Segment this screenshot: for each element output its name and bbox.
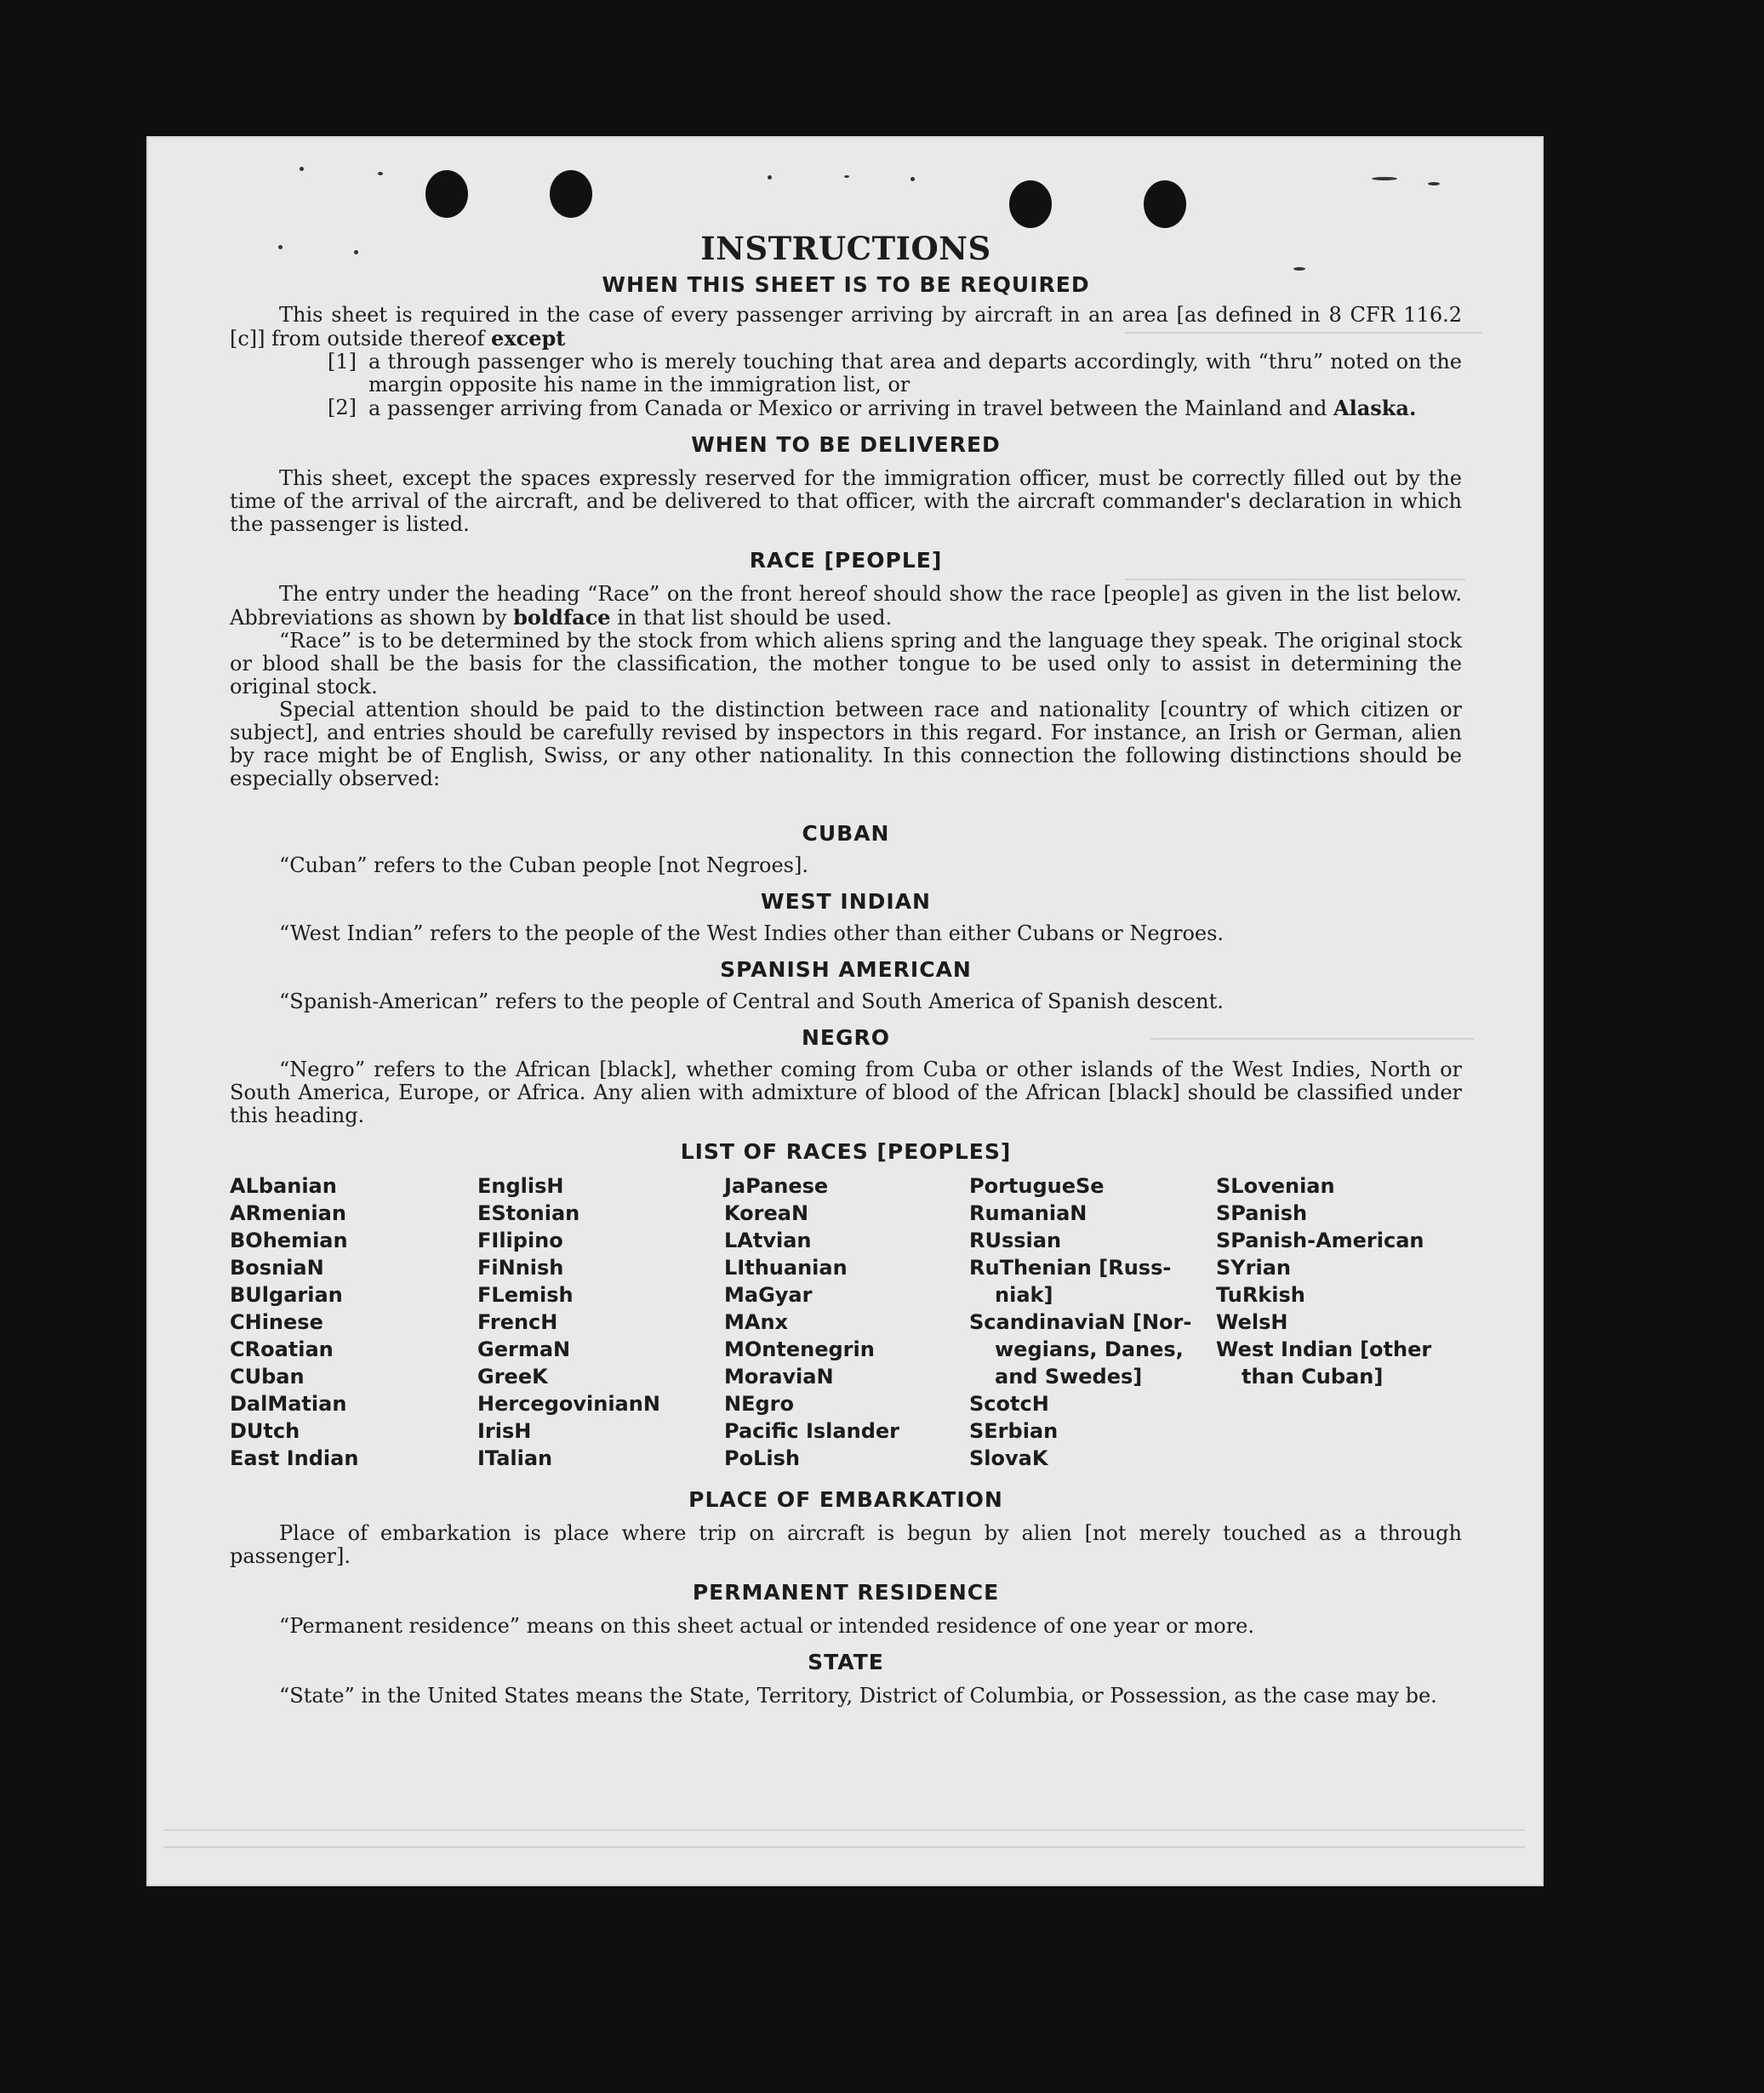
race-entry: LAtvian: [724, 1229, 812, 1252]
heading-spanish-american: SPANISH AMERICAN: [720, 957, 972, 982]
state-text: “State” in the United States means the State, Territory, District of Columbia, or Possession, as the case may be.: [279, 1684, 1437, 1708]
heading-state: STATE: [808, 1650, 884, 1674]
race-entry: EStonian: [477, 1201, 580, 1225]
spanish-american-text: “Spanish-American” refers to the people of Central and South America of Spanish descent.: [279, 989, 1224, 1013]
speck: [844, 175, 849, 178]
race-entry-continued: and Swedes]: [995, 1365, 1143, 1389]
exception-text: a passenger arriving from Canada or Mexico or arriving in travel between the Mainland and: [368, 396, 1327, 420]
required-intro: [230, 304, 1462, 351]
race-entry: LIthuanian: [724, 1256, 848, 1280]
race-entry: BOhemian: [230, 1229, 348, 1252]
race-entry: DUtch: [230, 1419, 300, 1443]
bleed-through-line: [163, 1829, 1525, 1831]
race-entry: NEgro: [724, 1392, 794, 1416]
embarkation-text: Place of embarkation is place where trip on aircraft is begun by alien [not merely touched as a through passenger].: [230, 1521, 1462, 1568]
race-entry: SPanish: [1216, 1201, 1308, 1225]
race-entry: BUlgarian: [230, 1283, 343, 1307]
page-title: INSTRUCTIONS: [700, 230, 991, 267]
race-paragraph-1: [230, 583, 1462, 630]
heading-place-of-embarkation: PLACE OF EMBARKATION: [688, 1487, 1003, 1512]
speck: [1372, 177, 1397, 180]
required-intro-text: This sheet is required in the case of every passenger arriving by aircraft in an area [as defined in 8 CFR 116.2 [c]] from outside thereof: [230, 303, 1462, 351]
cuban-text: “Cuban” refers to the Cuban people [not Negroes].: [279, 853, 808, 877]
race-entry: PortugueSe: [969, 1174, 1105, 1198]
race-entry: JaPanese: [724, 1174, 829, 1198]
exception-text: a through passenger who is merely touching that area and departs accordingly, with “thru” noted on the margin opposite his name in the immigration list, or: [368, 350, 1462, 396]
race-entry: FrencH: [477, 1310, 558, 1334]
speck: [300, 167, 304, 171]
west-indian-text: “West Indian” refers to the people of the West Indies other than either Cubans or Negroes.: [279, 921, 1225, 945]
race-entry: DalMatian: [230, 1392, 347, 1416]
heading-list-of-races: LIST OF RACES [PEOPLES]: [680, 1139, 1012, 1164]
exception-item: [328, 351, 1462, 396]
instructions-text: [230, 230, 1462, 1708]
delivered-text: This sheet, except the spaces expressly reserved for the immigration officer, must be correctly filled out by the time of the arrival of the aircraft, and be delivered to that officer, with the aircraft commander's declaration in which the passenger is listed.: [230, 466, 1462, 536]
race-entry: EnglisH: [477, 1174, 564, 1198]
races-column-2: [477, 1172, 724, 1472]
speck: [768, 175, 772, 180]
race-entry: MOntenegrin: [724, 1337, 875, 1361]
race-entry: SErbian: [969, 1419, 1059, 1443]
race-entry: RumaniaN: [969, 1201, 1088, 1225]
race-entry: FLemish: [477, 1283, 574, 1307]
race-entry: TuRkish: [1216, 1283, 1305, 1307]
races-list: [230, 1172, 1462, 1472]
speck: [378, 172, 383, 175]
race-p1-boldface: boldface: [513, 605, 611, 630]
heading-west-indian: WEST INDIAN: [761, 889, 931, 914]
race-entry: ITalian: [477, 1446, 553, 1470]
exception-list: [328, 351, 1462, 420]
heading-when-required: WHEN THIS SHEET IS TO BE REQUIRED: [602, 272, 1090, 297]
race-entry: East Indian: [230, 1446, 359, 1470]
punch-hole-2: [550, 170, 592, 218]
race-entry: CUban: [230, 1365, 305, 1389]
speck: [1428, 182, 1440, 185]
heading-race: RACE [PEOPLE]: [749, 548, 943, 573]
punch-hole-4: [1144, 180, 1186, 228]
races-column-3: [724, 1172, 969, 1472]
race-entry: SlovaK: [969, 1446, 1048, 1470]
heading-when-delivered: WHEN TO BE DELIVERED: [691, 432, 1001, 457]
punch-hole-1: [425, 170, 468, 218]
race-entry: MaGyar: [724, 1283, 813, 1307]
races-column-1: [230, 1172, 477, 1472]
bleed-through-line: [163, 1846, 1525, 1848]
race-entry: CRoatian: [230, 1337, 334, 1361]
race-entry: WelsH: [1216, 1310, 1288, 1334]
negro-text: “Negro” refers to the African [black], whether coming from Cuba or other islands of the West Indies, North or South America, Europe, or Africa. Any alien with admixture of blood of the African [black] should be classified under this heading.: [230, 1058, 1462, 1127]
race-entry: HercegovinianN: [477, 1392, 660, 1416]
document-page: [146, 136, 1544, 1886]
speck: [911, 177, 915, 181]
heading-permanent-residence: PERMANENT RESIDENCE: [692, 1580, 1000, 1605]
race-entry: BosniaN: [230, 1256, 324, 1280]
exception-number: [2]: [328, 396, 357, 419]
race-entry: GermaN: [477, 1337, 571, 1361]
race-entry: GreeK: [477, 1365, 548, 1389]
race-entry: West Indian [other: [1216, 1337, 1432, 1361]
residence-text: “Permanent residence” means on this sheet actual or intended residence of one year or more.: [279, 1614, 1254, 1638]
race-entry: ALbanian: [230, 1174, 337, 1198]
race-entry: SYrian: [1216, 1256, 1292, 1280]
exception-text-bold: Alaska.: [1333, 396, 1417, 420]
race-paragraph-2: “Race” is to be determined by the stock from which aliens spring and the language they speak. The original stock or blood shall be the basis for the classification, the mother tongue to be used only to assist in determining the original stock.: [230, 629, 1462, 699]
race-entry: ScandinaviaN [Nor-: [969, 1310, 1192, 1334]
races-column-4: [969, 1172, 1216, 1472]
race-entry: Pacific Islander: [724, 1419, 899, 1443]
race-entry: SPanish-American: [1216, 1229, 1424, 1252]
race-entry: PoLish: [724, 1446, 800, 1470]
race-entry-continued: than Cuban]: [1242, 1365, 1384, 1389]
race-entry: MoraviaN: [724, 1365, 834, 1389]
race-p1-text-b: in that list should be used.: [617, 606, 893, 630]
race-entry: MAnx: [724, 1310, 789, 1334]
race-entry-continued: wegians, Danes,: [995, 1337, 1184, 1361]
race-entry: ScotcH: [969, 1392, 1049, 1416]
heading-negro: NEGRO: [801, 1025, 891, 1050]
race-entry: ARmenian: [230, 1201, 346, 1225]
exception-item: [328, 396, 1462, 420]
races-column-5: [1216, 1172, 1462, 1472]
race-entry: FiNnish: [477, 1256, 564, 1280]
required-intro-except: except: [491, 326, 566, 351]
exception-text-wrap: [368, 396, 1462, 420]
race-entry: RuThenian [Russ-: [969, 1256, 1172, 1280]
race-entry: SLovenian: [1216, 1174, 1335, 1198]
race-entry: CHinese: [230, 1310, 323, 1334]
race-entry-continued: niak]: [995, 1283, 1053, 1307]
heading-cuban: CUBAN: [802, 821, 890, 846]
race-paragraph-3: Special attention should be paid to the distinction between race and nationality [country of which citizen or subject], and entries should be carefully revised by inspectors in this regard. For instance, an Irish or German, alien by race might be of English, Swiss, or any other nationality. In this connection the following distinctions should be especially observed:: [230, 698, 1462, 790]
race-entry: FIlipino: [477, 1229, 563, 1252]
punch-hole-3: [1009, 180, 1052, 228]
race-entry: IrisH: [477, 1419, 532, 1443]
race-entry: KoreaN: [724, 1201, 809, 1225]
race-entry: RUssian: [969, 1229, 1062, 1252]
exception-number: [1]: [328, 350, 357, 374]
race-p1-text-a: The entry under the heading “Race” on the front hereof should show the race [people] as given in the list below. Abbreviations as shown by: [230, 582, 1462, 630]
